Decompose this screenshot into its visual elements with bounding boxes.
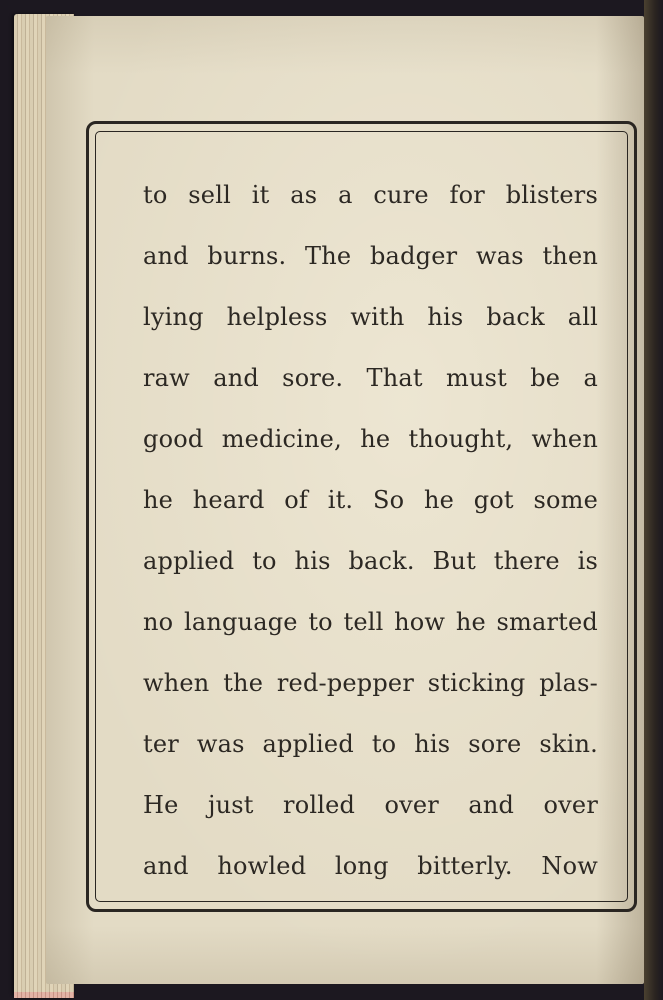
text-line: raw and sore. That must be a — [143, 364, 598, 392]
text-line: no language to tell how he smarted — [143, 608, 598, 636]
text-line: ter was applied to his sore skin. — [143, 730, 598, 758]
adjacent-page-edge — [644, 0, 663, 1000]
text-line: when the red-pepper sticking plas- — [143, 669, 598, 697]
text-line: he heard of it. So he got some — [143, 486, 598, 514]
text-line: applied to his back. But there is — [143, 547, 598, 575]
text-line: and howled long bitterly. Now — [143, 852, 598, 880]
text-line: He just rolled over and over — [143, 791, 598, 819]
text-line: and burns. The badger was then — [143, 242, 598, 270]
text-line: good medicine, he thought, when — [143, 425, 598, 453]
text-line: lying helpless with his back all — [143, 303, 598, 331]
page-text — [143, 170, 598, 902]
text-line: to sell it as a cure for blisters — [143, 181, 598, 209]
